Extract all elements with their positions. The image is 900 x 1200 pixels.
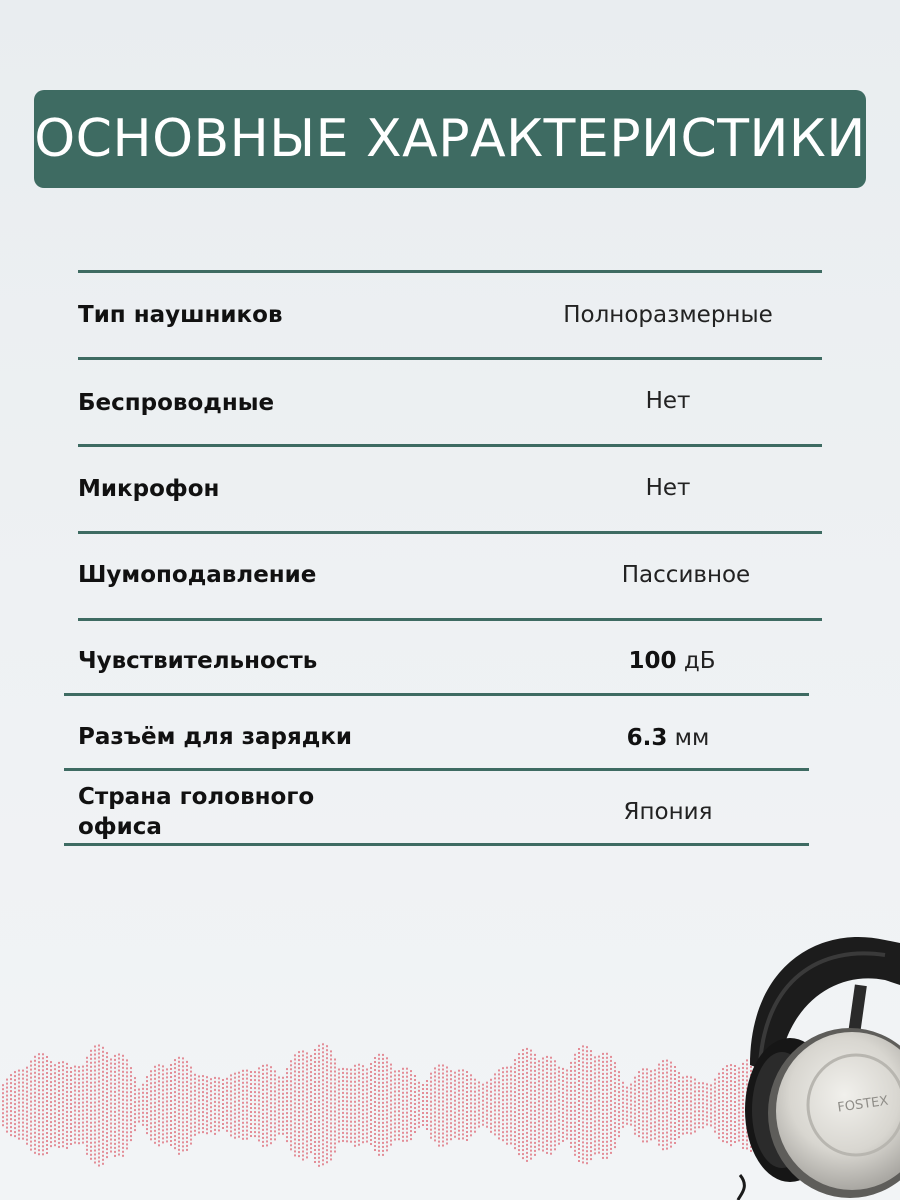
spec-value (522, 646, 822, 676)
divider (78, 531, 822, 534)
spec-value: Нет (645, 388, 691, 414)
page-title: ОСНОВНЫЕ ХАРАКТЕРИСТИКИ (34, 109, 866, 169)
spec-value: Полноразмерные (563, 302, 773, 328)
spec-value-unit: дБ (683, 648, 716, 674)
spec-label: Тип наушников (78, 302, 283, 328)
divider (78, 444, 822, 447)
spec-label: Разъём для зарядки (78, 724, 353, 750)
spec-value-number: 100 (628, 648, 677, 674)
spec-label: Микрофон (78, 476, 220, 502)
spec-label: Шумоподавление (78, 562, 317, 588)
spec-label (78, 782, 314, 842)
headphones-image (710, 925, 900, 1200)
brand-logo-text: FOSTEX (836, 1093, 890, 1116)
spec-label-line: Страна головного (78, 784, 315, 810)
divider (78, 618, 822, 621)
divider (64, 693, 809, 696)
spec-value-unit: мм (674, 725, 710, 751)
spec-value: Нет (645, 475, 691, 501)
spec-value: Пассивное (621, 562, 751, 588)
divider (64, 768, 809, 771)
spec-label-line: офиса (78, 814, 162, 840)
spec-value (518, 723, 818, 753)
sound-wave-icon (0, 1030, 760, 1180)
divider (78, 270, 822, 273)
spec-value-number: 6.3 (626, 725, 668, 751)
divider (78, 357, 822, 360)
spec-value: Япония (623, 799, 713, 825)
divider (64, 843, 809, 846)
header-banner (34, 90, 866, 188)
spec-label: Чувствительность (78, 648, 318, 674)
spec-label: Беспроводные (78, 390, 275, 416)
